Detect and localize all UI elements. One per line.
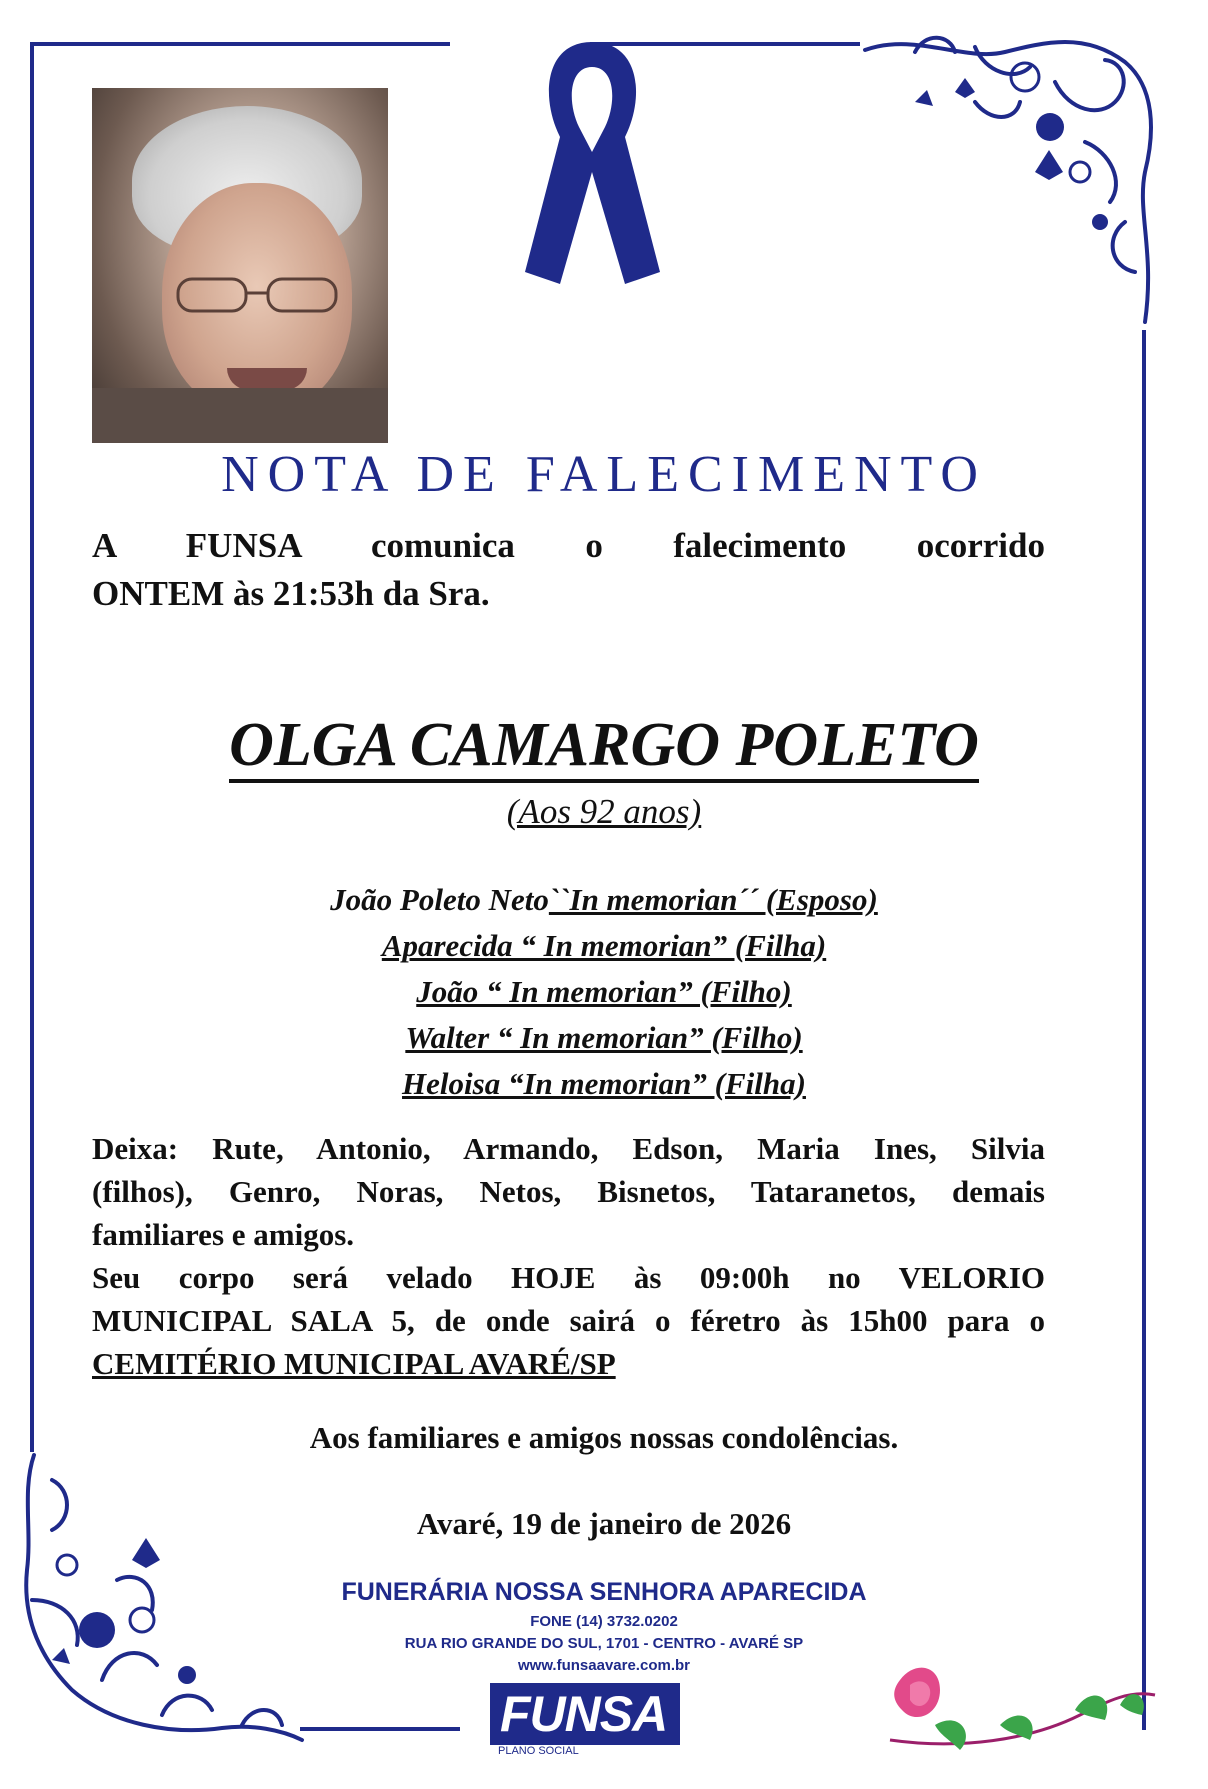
memorial-item xyxy=(0,969,1208,1015)
cemetery-name: CEMITÉRIO MUNICIPAL AVARÉ/SP xyxy=(92,1346,616,1381)
memorial-item-text: Aparecida “ In memorian” (Filha) xyxy=(381,928,827,963)
photo-glasses xyxy=(172,273,342,317)
memorial-item-text: ``In memorian´´ (Esposo) xyxy=(548,882,878,917)
company-phone: FONE (14) 3732.0202 xyxy=(530,1613,678,1630)
photo-shirt xyxy=(92,388,388,443)
body-line-1: Deixa: Rute, Antonio, Armando, Edson, Maria Ines, Silvia xyxy=(92,1131,1045,1166)
company-name: FUNERÁRIA NOSSA SENHORA APARECIDA xyxy=(341,1578,867,1606)
company-website: www.funsaavare.com.br xyxy=(517,1657,690,1674)
memorial-item-text: Heloisa “In memorian” (Filha) xyxy=(402,1066,806,1101)
memorial-item xyxy=(0,923,1208,969)
body-line-5: MUNICIPAL SALA 5, de onde sairá o féretro às 15h00 para o xyxy=(92,1303,1045,1338)
memorial-item-text: João “ In memorian” (Filho) xyxy=(416,974,792,1009)
deceased-age: (Aos 92 anos) xyxy=(506,792,702,831)
deceased-photo xyxy=(92,88,388,443)
body-line-6 xyxy=(92,1342,1045,1385)
notice-body xyxy=(92,1127,1045,1385)
intro-line-1: A FUNSA comunica o falecimento ocorrido xyxy=(92,526,1045,565)
deceased-name-text: OLGA CAMARGO POLETO xyxy=(229,711,979,783)
body-line-3: familiares e amigos. xyxy=(92,1217,355,1252)
memorial-item xyxy=(0,1061,1208,1107)
logo-subtitle: PLANO SOCIAL xyxy=(498,1745,579,1757)
body-line-2: (filhos), Genro, Noras, Netos, Bisnetos, Tataranetos, demais xyxy=(92,1174,1045,1209)
memorial-item-prefix: João Poleto Neto xyxy=(330,882,549,917)
memorial-list xyxy=(0,877,1208,1107)
logo-word: FUNSA xyxy=(500,1686,668,1742)
memorial-item xyxy=(0,877,1208,923)
condolences-text: Aos familiares e amigos nossas condolências. xyxy=(309,1420,899,1455)
notice-date: Avaré, 19 de janeiro de 2026 xyxy=(416,1506,792,1541)
notice-title: NOTA DE FALECIMENTO xyxy=(221,446,987,503)
memorial-item-text: Walter “ In memorian” (Filho) xyxy=(405,1020,803,1055)
memorial-item xyxy=(0,1015,1208,1061)
body-line-4: Seu corpo será velado HOJE às 09:00h no VELORIO xyxy=(92,1260,1045,1295)
photo-mouth xyxy=(227,368,307,390)
deceased-name xyxy=(0,710,1208,781)
company-address: RUA RIO GRANDE DO SUL, 1701 - CENTRO - AVARÉ SP xyxy=(404,1635,804,1652)
floral-corner-top-right-icon xyxy=(855,22,1175,342)
frame-top-left-line xyxy=(30,42,450,46)
ribbon-icon xyxy=(505,22,680,297)
frame-bottom-line xyxy=(300,1727,460,1731)
intro-line-2: ONTEM às 21:53h da Sra. xyxy=(92,574,490,613)
funsa-logo xyxy=(490,1683,680,1761)
